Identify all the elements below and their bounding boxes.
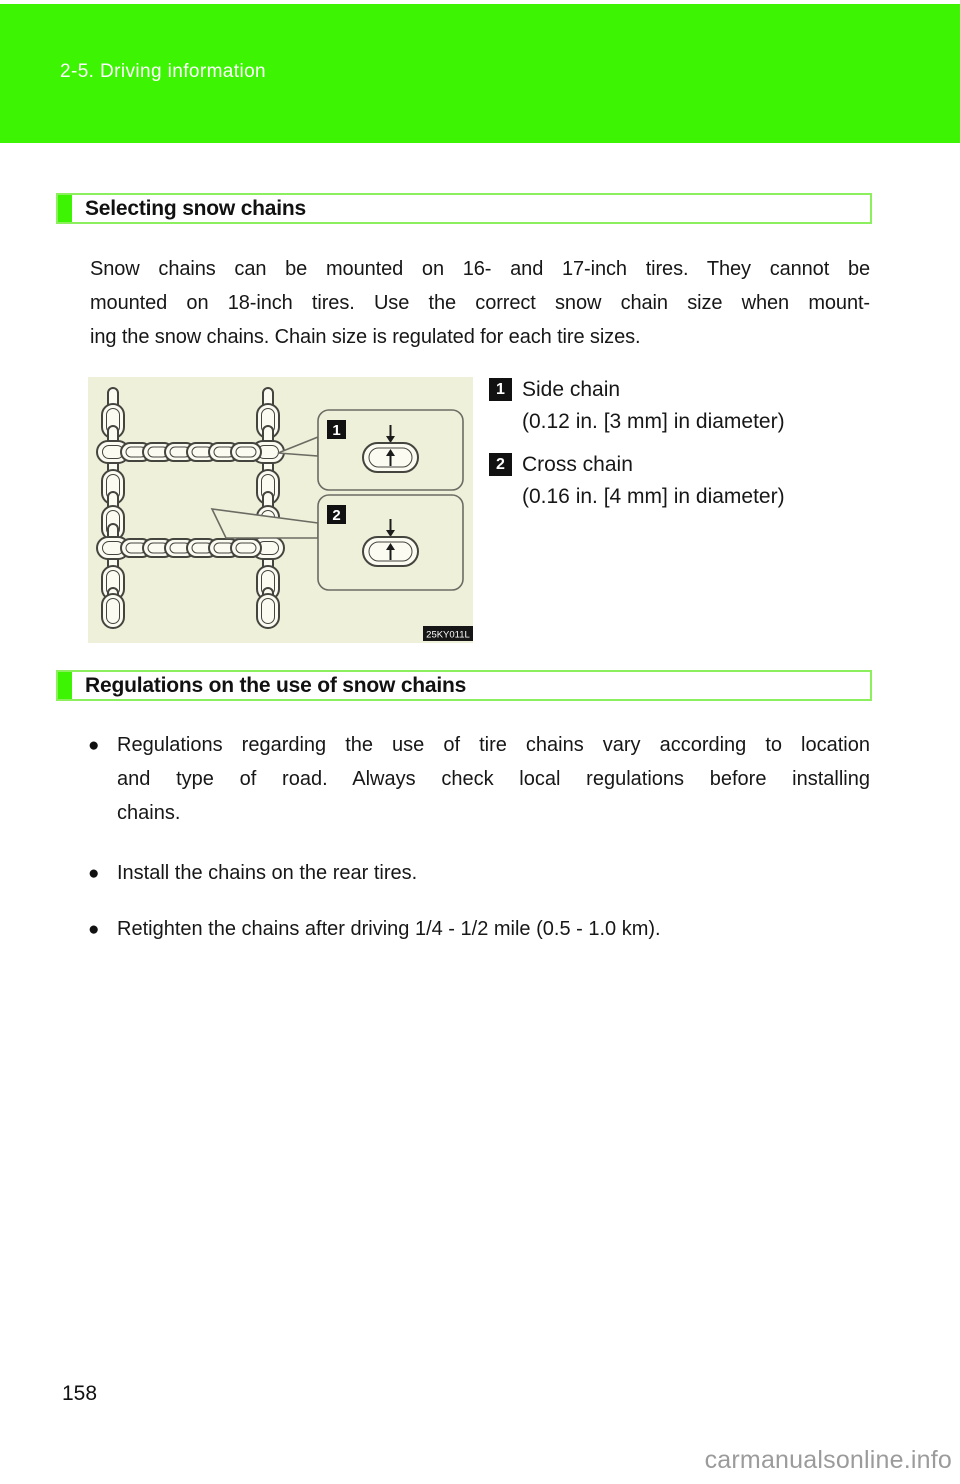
- callout-1: [318, 410, 463, 490]
- legend-detail: (0.16 in. [4 mm] in diameter): [522, 485, 785, 508]
- bullet-icon: ●: [88, 919, 100, 940]
- page-number: 158: [62, 1382, 98, 1405]
- bullet-line: Regulations regarding the use of tire chains vary according to location: [117, 734, 870, 756]
- legend-item-side-chain: [489, 374, 929, 437]
- bullet-line: Retighten the chains after driving 1/4 - 1/2 mile (0.5 - 1.0 km).: [117, 918, 661, 940]
- bullet-item: [90, 912, 870, 946]
- figure-code-text: 25KY011L: [426, 629, 470, 641]
- bullet-item: [90, 856, 870, 890]
- legend-name: Side chain: [522, 378, 621, 401]
- figure-marker-2-number: 2: [332, 507, 341, 524]
- chapter-breadcrumb: 2-5. Driving information: [60, 61, 267, 82]
- legend-detail: (0.12 in. [3 mm] in diameter): [522, 410, 785, 433]
- legend-name: Cross chain: [522, 453, 633, 476]
- heading-accent-bar: [58, 672, 72, 699]
- bullet-line: and type of road. Always check local regulations before installing: [117, 768, 870, 790]
- bullet-line: Install the chains on the rear tires.: [117, 862, 418, 884]
- section-title: Selecting snow chains: [85, 197, 307, 220]
- section-heading-regulations: [56, 670, 872, 701]
- figure-code-label: [423, 626, 473, 641]
- callout-2: [318, 495, 463, 590]
- figure-marker-1-number: 1: [332, 422, 341, 439]
- bullet-icon: ●: [88, 863, 100, 884]
- bullet-line: chains.: [117, 802, 181, 824]
- selecting-snow-chains-paragraph: [90, 252, 870, 354]
- section-title: Regulations on the use of snow chains: [85, 674, 467, 697]
- legend-item-cross-chain: [489, 449, 929, 512]
- legend-marker-2: 2: [489, 453, 512, 476]
- legend-marker-1: 1: [489, 378, 512, 401]
- section-heading-selecting-snow-chains: [56, 193, 872, 224]
- watermark-text: carmanualsonline.info: [704, 1446, 952, 1474]
- paragraph-line: Snow chains can be mounted on 16- and 17-inch tires. They cannot be: [90, 258, 870, 280]
- figure-legend: [489, 374, 929, 524]
- paragraph-line: mounted on 18-inch tires. Use the correct snow chain size when mount-: [90, 292, 870, 314]
- bullet-item: [90, 728, 870, 830]
- snow-chain-figure: [88, 377, 473, 643]
- bullet-icon: ●: [88, 735, 100, 756]
- heading-accent-bar: [58, 195, 72, 222]
- chapter-header-band: [0, 4, 960, 143]
- regulations-bullet-list: [90, 728, 870, 946]
- paragraph-line: ing the snow chains. Chain size is regulated for each tire sizes.: [90, 326, 641, 348]
